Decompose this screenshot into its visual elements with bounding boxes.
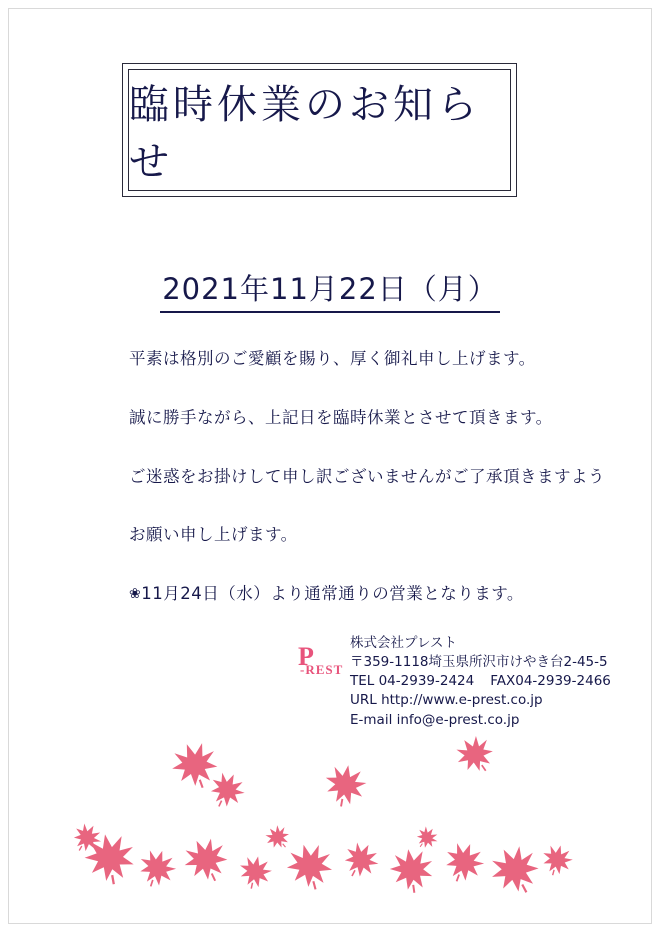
logo-wordmark: -REST bbox=[300, 662, 344, 677]
body-paragraph-3: ご迷惑をお掛けして申し訳ございませんがご了承頂きますよう bbox=[129, 466, 605, 486]
maple-leaves-decoration bbox=[9, 709, 652, 909]
body-note bbox=[129, 582, 599, 607]
title-box-inner-border bbox=[128, 69, 511, 191]
body-paragraph-4: お願い申し上げます。 bbox=[129, 525, 298, 545]
body-note-text: 11月24日（水）より通常通りの営業となります。 bbox=[141, 584, 524, 603]
company-email: E-mail info@e-prest.co.jp bbox=[350, 711, 520, 728]
company-tel: TEL 04-2939-2424 bbox=[350, 673, 475, 690]
notice-date-text: 2021年11月22日（月） bbox=[160, 267, 500, 313]
company-url: URL http://www.e-prest.co.jp bbox=[350, 692, 543, 709]
body-paragraph-2: 誠に勝手ながら、上記日を臨時休業とさせて頂きます。 bbox=[129, 407, 553, 427]
body-paragraph-1: 平素は格別のご愛顧を賜り、厚く御礼申し上げます。 bbox=[129, 349, 536, 368]
company-phone-row bbox=[350, 672, 620, 691]
company-name: 株式会社プレスト bbox=[350, 635, 458, 651]
flower-icon: ❀ bbox=[129, 586, 142, 602]
prest-logo-icon bbox=[292, 644, 354, 684]
company-fax: FAX04-2939-2466 bbox=[490, 673, 611, 690]
title-box bbox=[122, 63, 517, 197]
notice-date bbox=[9, 267, 651, 313]
document-page bbox=[8, 8, 652, 924]
logo-letter-p: P bbox=[298, 642, 314, 671]
notice-body bbox=[129, 347, 605, 641]
page-title: 臨時休業のお知らせ bbox=[129, 82, 481, 185]
company-address: 〒359-1118埼玉県所沢市けやき台2-45-5 bbox=[350, 654, 608, 671]
maple-leaves-svg bbox=[9, 709, 652, 909]
